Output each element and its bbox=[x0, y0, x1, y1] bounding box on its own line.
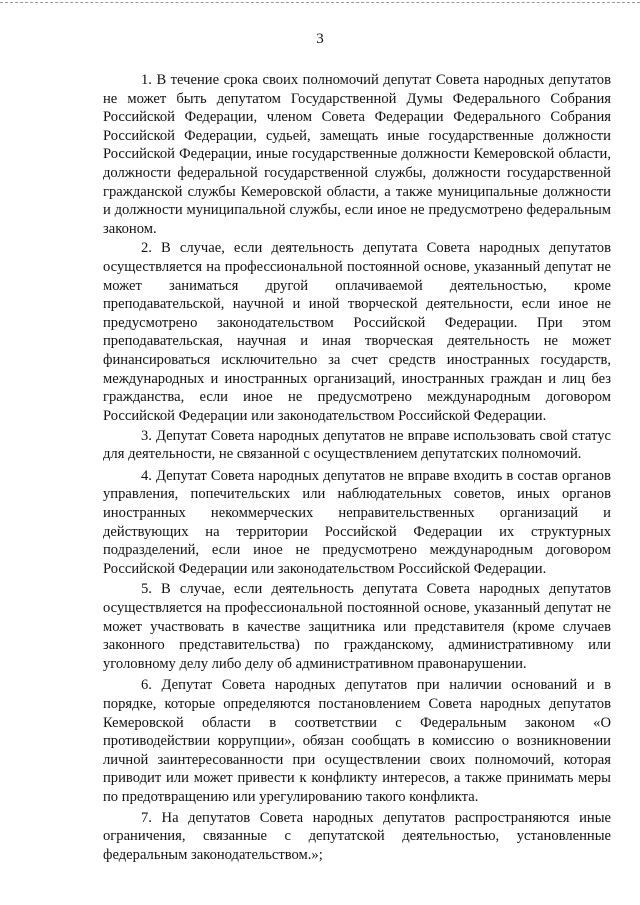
document-body bbox=[103, 71, 611, 866]
paragraph-2: 2. В случае, если деятельность депутата Совета народных депутатов осуществляется на профессиональной постоянной основе, указанный депутат не может заниматься другой оплачиваемой деятельностью, кроме преподавательской, научной и иной творческой деятельности, если иное не предусмотрено законодательством Российской Федерации. При этом преподавательская, научная и иная творческая деятельность не может финансироваться исключительно за счет средств иностранных государств, международных и иностранных организаций, иностранных граждан и лиц без гражданства, если иное не предусмотрено международным договором Российской Федерации или законодательством Российской Федерации. bbox=[103, 240, 611, 424]
paragraph-5: 5. В случае, если деятельность депутата Совета народных депутатов осуществляется на профессиональной постоянной основе, указанный депутат не может участвовать в качестве защитника или представителя (кроме случаев законного представительства) по гражданскому, административному или уголовному делу либо делу об административном правонарушении. bbox=[103, 581, 611, 672]
page-number: 3 bbox=[316, 31, 324, 47]
paragraph-1: 1. В течение срока своих полномочий депутат Совета народных депутатов не может быть депутатом Государственной Думы Федерального Собрания Российской Федерации, членом Совета Федерации Федерального Собрания Российской Федерации, судьей, замещать иные государственные должности Российской Федерации, иные государственные должности Кемеровской области, должности федеральной государственной службы, должности государственной гражданской службы Кемеровской области, а также муниципальные должности и должности муниципальной службы, если иное не предусмотрено федеральным законом. bbox=[103, 72, 611, 237]
paragraph-7: 7. На депутатов Совета народных депутатов распространяются иные ограничения, связанные с депутатской деятельностью, установленные федеральным законодательством.»; bbox=[103, 809, 611, 863]
paragraph-4: 4. Депутат Совета народных депутатов не вправе входить в состав органов управления, попечительских или наблюдательных советов, иных органов иностранных некоммерческих неправительственных организаций и действующих на территории Российской Федерации их структурных подразделений, если иное не предусмотрено международным договором Российской Федерации или законодательством Российской Федерации. bbox=[103, 467, 611, 577]
paragraph-3: 3. Депутат Совета народных депутатов не вправе использовать свой статус для деятельности, не связанной с осуществлением депутатских полномочий. bbox=[103, 427, 611, 463]
scan-top-edge bbox=[0, 2, 640, 3]
paragraph-6: 6. Депутат Совета народных депутатов при наличии оснований и в порядке, которые определяются постановлением Совета народных депутатов Кемеровской области в соответствии с Федеральным законом «О противодействии коррупции», обязан сообщать в комиссию о возникновении личной заинтересованности при осуществлении своих полномочий, которая приводит или может привести к конфликту интересов, а также принимать меры по предотвращению или урегулированию такого конфликта. bbox=[103, 677, 611, 805]
